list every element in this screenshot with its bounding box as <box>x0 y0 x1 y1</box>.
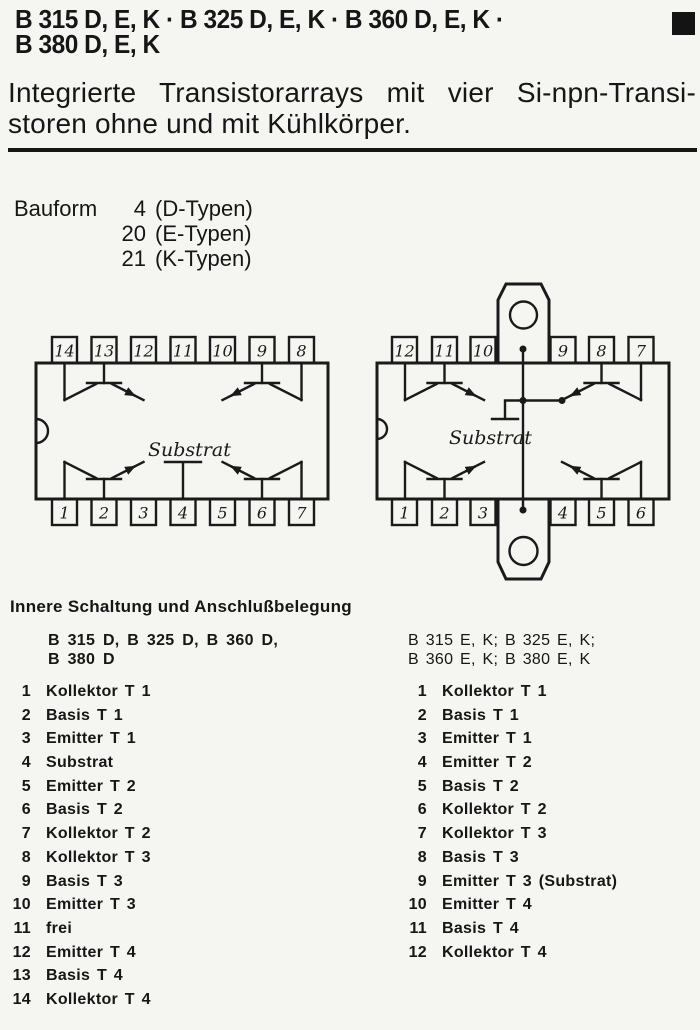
pin-row <box>398 896 617 920</box>
pin-number: 10 <box>408 896 427 914</box>
pin-box-number: 6 <box>635 503 647 523</box>
bauform-row <box>14 221 253 246</box>
pin-box-number: 3 <box>138 503 149 523</box>
pin-box-number: 9 <box>557 341 569 361</box>
top-tab-hole <box>510 302 537 329</box>
pin-box-number: 3 <box>477 503 489 523</box>
pin-number: 9 <box>417 872 427 890</box>
pin-row <box>398 754 617 778</box>
pin-label: Kollektor T 2 <box>442 801 547 819</box>
substrat-label: Substrat <box>449 427 532 449</box>
right-column-subheading <box>408 632 595 669</box>
pin-number: 10 <box>12 896 31 914</box>
page-title <box>15 4 626 59</box>
pin-number: 11 <box>13 919 31 937</box>
pin-label: Basis T 4 <box>442 919 519 937</box>
pin-label: Emitter T 4 <box>442 896 532 914</box>
transistor-symbol-t2 <box>562 462 641 499</box>
pin-label: Kollektor T 4 <box>442 943 547 961</box>
pin-row <box>398 778 617 802</box>
left-subheading-line2: B 380 D <box>48 650 115 668</box>
pin-label: Basis T 3 <box>442 848 519 866</box>
substrat-label: Substrat <box>148 439 231 461</box>
pin-number: 9 <box>21 872 31 890</box>
pin-label: Kollektor T 4 <box>46 990 151 1008</box>
dip12-diagram <box>377 284 669 579</box>
pin-number: 4 <box>21 754 31 772</box>
bauform-number: 20 <box>121 221 146 246</box>
pin-number: 2 <box>21 706 31 724</box>
corner-square-mark <box>672 12 695 35</box>
substrat-contact-symbol <box>492 401 523 420</box>
pin-row <box>398 944 617 968</box>
pin-number: 3 <box>417 730 427 748</box>
pin-label: Basis T 2 <box>46 801 123 819</box>
pin-box-number: 5 <box>217 503 228 523</box>
pin-box-number: 14 <box>54 341 75 361</box>
pin-label: Basis T 1 <box>442 706 519 724</box>
bauform-block <box>14 196 253 271</box>
pin-row <box>398 873 617 897</box>
pin-row <box>0 991 151 1015</box>
pin-number: 6 <box>21 801 31 819</box>
pin-row <box>398 849 617 873</box>
pin-box-number: 6 <box>256 503 268 523</box>
pin-number: 8 <box>417 848 427 866</box>
left-column-subheading <box>48 632 278 669</box>
pin-row <box>0 967 151 991</box>
pin-row <box>0 849 151 873</box>
pin-number: 1 <box>21 683 31 700</box>
pin-box-number: 1 <box>59 503 70 523</box>
section-heading: Innere Schaltung und Anschlußbelegung <box>10 597 352 616</box>
pin-label: Kollektor T 3 <box>442 825 547 843</box>
pin-row <box>0 778 151 802</box>
left-subheading-line1: B 315 D, B 325 D, B 360 D, <box>48 632 279 649</box>
transistor-symbol-t4 <box>405 363 484 400</box>
dip14-notch <box>36 419 48 443</box>
pin-box-number: 9 <box>256 341 268 361</box>
pin-box-number: 5 <box>596 503 607 523</box>
pin-box-number: 10 <box>212 341 233 361</box>
pin-row <box>0 873 151 897</box>
pin-label: Basis T 2 <box>442 777 519 795</box>
subtitle <box>8 77 696 139</box>
pin-number: 14 <box>12 990 31 1008</box>
junction-dot <box>520 507 527 514</box>
horizontal-rule <box>8 148 697 152</box>
pin-number: 12 <box>12 943 31 961</box>
bottom-tab-hole <box>510 537 538 565</box>
page-title-line2: B 380 D, E, K <box>15 29 160 59</box>
pin-label: Kollektor T 2 <box>46 825 151 843</box>
pin-number: 3 <box>21 730 31 748</box>
package-diagrams <box>0 275 700 590</box>
pin-row <box>0 944 151 968</box>
bauform-type: (K-Typen) <box>155 246 252 271</box>
pin-box-number: 2 <box>98 503 110 523</box>
pin-label: frei <box>46 919 73 937</box>
transistor-symbol-t3 <box>223 363 302 400</box>
bauform-type: (D-Typen) <box>155 196 253 221</box>
subtitle-line2: storen ohne und mit Kühlkörper. <box>8 108 412 139</box>
pin-box-number: 1 <box>399 503 410 523</box>
pin-box-number: 8 <box>296 341 307 361</box>
pin-row <box>398 920 617 944</box>
bauform-row <box>14 246 253 271</box>
pin-row <box>0 683 151 707</box>
pin-number: 5 <box>21 777 31 795</box>
pin-label: Kollektor T 1 <box>442 683 547 700</box>
substrat-contact-symbol <box>165 462 201 499</box>
pin-number: 7 <box>21 825 31 843</box>
pin-row <box>398 683 617 707</box>
page-title-line1: B 315 D, E, K · B 325 D, E, K · B 360 D, E, K · <box>15 4 504 34</box>
pin-box-number: 4 <box>177 503 189 523</box>
junction-dot <box>559 397 566 404</box>
pin-number: 6 <box>417 801 427 819</box>
pin-number: 2 <box>417 706 427 724</box>
pin-row <box>0 920 151 944</box>
pin-box-number: 8 <box>596 341 607 361</box>
junction-dot <box>520 397 527 404</box>
bauform-row <box>14 196 253 221</box>
pin-box-number: 7 <box>296 503 307 523</box>
subtitle-line1: Integrierte Transistorarrays mit vier Si-npn-Transi- <box>8 77 696 108</box>
pin-label: Emitter T 1 <box>46 730 136 748</box>
pin-label: Substrat <box>46 754 114 772</box>
pin-label: Basis T 1 <box>46 706 123 724</box>
pin-number: 1 <box>417 683 427 700</box>
pin-label: Emitter T 2 <box>442 754 532 772</box>
pin-label: Emitter T 3 <box>46 896 136 914</box>
pin-label: Emitter T 1 <box>442 730 532 748</box>
pin-box-number: 11 <box>172 341 194 361</box>
pin-row <box>398 825 617 849</box>
pin-box-number: 7 <box>635 341 647 361</box>
pin-box-number: 11 <box>434 341 455 361</box>
pin-row <box>398 730 617 754</box>
right-subheading-line1: B 315 E, K; B 325 E, K; <box>408 632 596 649</box>
bauform-label: Bauform <box>14 196 98 221</box>
pin-label: Emitter T 2 <box>46 777 136 795</box>
pin-number: 12 <box>408 943 427 961</box>
bauform-type: (E-Typen) <box>155 221 252 246</box>
pinout-list-d-types <box>0 683 151 1015</box>
pin-label: Emitter T 4 <box>46 943 136 961</box>
pin-row <box>0 754 151 778</box>
pin-number: 7 <box>417 825 427 843</box>
pin-number: 11 <box>409 919 427 937</box>
pin-row <box>0 896 151 920</box>
pin-label: Kollektor T 1 <box>46 683 151 700</box>
junction-dot <box>520 346 527 353</box>
transistor-symbol-t1 <box>405 462 484 499</box>
pin-box-number: 13 <box>93 341 115 361</box>
pin-label: Kollektor T 3 <box>46 848 151 866</box>
pin-row <box>0 801 151 825</box>
transistor-symbol-t1 <box>65 462 144 499</box>
pin-box-number: 2 <box>439 503 450 523</box>
transistor-symbol-t3 <box>562 363 641 400</box>
transistor-symbol-t2 <box>223 462 302 499</box>
pin-row <box>398 707 617 731</box>
pin-row <box>0 825 151 849</box>
pinout-list-ek-types <box>398 683 617 967</box>
pin-row <box>0 707 151 731</box>
pin-row <box>0 730 151 754</box>
pin-number: 8 <box>21 848 31 866</box>
pin-label: Basis T 4 <box>46 967 123 985</box>
pin-label: Emitter T 3 (Substrat) <box>442 872 618 890</box>
dip14-diagram <box>36 337 328 525</box>
bauform-number: 21 <box>121 246 146 271</box>
pin-label: Basis T 3 <box>46 872 123 890</box>
bauform-number: 4 <box>133 196 146 221</box>
pin-box-number: 4 <box>557 503 569 523</box>
pin-box-number: 10 <box>472 341 494 361</box>
pin-row <box>398 801 617 825</box>
right-subheading-line2: B 360 E, K; B 380 E, K <box>408 650 591 668</box>
pin-box-number: 12 <box>133 341 154 361</box>
pin-number: 13 <box>12 967 31 985</box>
transistor-symbol-t4 <box>65 363 144 400</box>
pin-number: 5 <box>417 777 427 795</box>
pin-box-number: 12 <box>394 341 415 361</box>
pin-number: 4 <box>417 754 427 772</box>
